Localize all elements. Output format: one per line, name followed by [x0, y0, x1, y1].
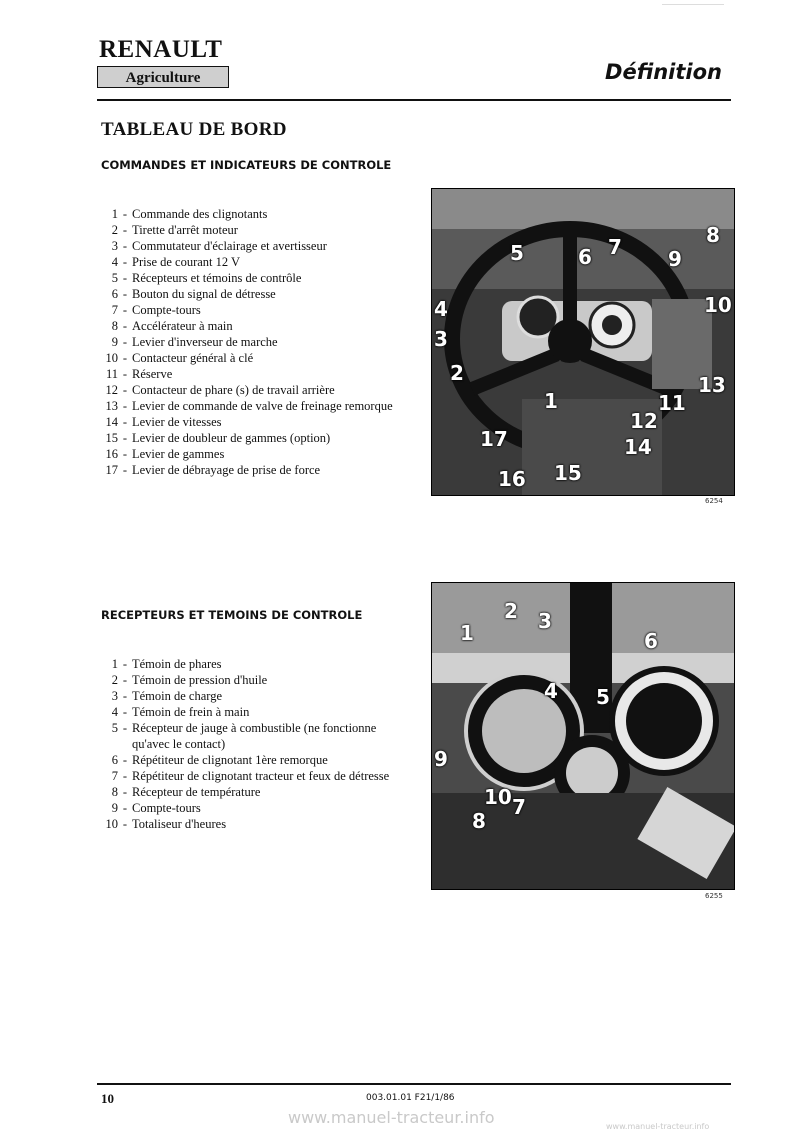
- legend-item: [101, 302, 401, 318]
- legend-number: 10: [105, 351, 118, 365]
- legend-number: 1: [111, 207, 118, 221]
- callout-number: 10: [484, 785, 512, 809]
- legend-dash: -: [122, 657, 128, 671]
- legend-dash: -: [122, 801, 128, 815]
- legend-number: 16: [105, 447, 118, 461]
- legend-text: Réserve: [132, 367, 173, 381]
- legend-text: Compte-tours: [132, 303, 201, 317]
- callout-number: 5: [510, 241, 524, 265]
- legend-dash: -: [122, 399, 128, 413]
- figure-ref-6254: 6254: [705, 497, 723, 505]
- brand-name: RENAULT: [99, 36, 223, 63]
- top-edge-mark: [662, 4, 724, 5]
- legend-item: [101, 768, 401, 784]
- legend-dash: -: [122, 415, 128, 429]
- dashboard-controls-photo: [431, 188, 735, 496]
- legend-item: [101, 430, 401, 446]
- callout-number: 8: [706, 223, 720, 247]
- legend-dash: -: [122, 769, 128, 783]
- legend-dash: -: [122, 319, 128, 333]
- legend-text: Répétiteur de clignotant tracteur et feux de détresse: [132, 769, 390, 783]
- callout-number: 9: [668, 247, 682, 271]
- legend-item: [101, 334, 401, 350]
- legend-number: 14: [105, 415, 118, 429]
- legend-text: Levier de vitesses: [132, 415, 222, 429]
- header-rule: [97, 99, 731, 101]
- legend-text: Témoin de phares: [132, 657, 222, 671]
- callout-number: 5: [596, 685, 610, 709]
- legend-number: 13: [105, 399, 118, 413]
- legend-number: 4: [111, 255, 118, 269]
- legend-item: [101, 656, 401, 672]
- document-reference: 003.01.01 F21/1/86: [366, 1093, 455, 1103]
- legend-dash: -: [122, 335, 128, 349]
- legend-text: Témoin de frein à main: [132, 705, 250, 719]
- page-number: 10: [101, 1091, 114, 1106]
- legend-text: Totaliseur d'heures: [132, 817, 227, 831]
- legend-number: 15: [105, 431, 118, 445]
- watermark-small: www.manuel-tracteur.info: [606, 1122, 710, 1131]
- legend-number: 9: [111, 801, 118, 815]
- legend-item: [101, 816, 401, 832]
- legend-text: Commande des clignotants: [132, 207, 268, 221]
- legend-dash: -: [122, 207, 128, 221]
- legend-text: Récepteurs et témoins de contrôle: [132, 271, 302, 285]
- legend-number: 17: [105, 463, 118, 477]
- instrument-cluster-illustration: [432, 583, 734, 889]
- legend-item: [101, 382, 401, 398]
- legend-item: [101, 238, 401, 254]
- section1-legend-list: [101, 206, 401, 478]
- legend-number: 9: [111, 335, 118, 349]
- legend-item: [101, 672, 401, 688]
- section2-legend-list: [101, 656, 401, 832]
- legend-text: Contacteur général à clé: [132, 351, 254, 365]
- callout-number: 6: [644, 629, 658, 653]
- callout-number: 11: [658, 391, 686, 415]
- legend-dash: -: [122, 383, 128, 397]
- legend-number: 5: [111, 271, 118, 285]
- legend-item: [101, 366, 401, 382]
- legend-number: 6: [111, 753, 118, 767]
- legend-dash: -: [122, 367, 128, 381]
- callout-number: 4: [434, 297, 448, 321]
- legend-text: Récepteur de température: [132, 785, 261, 799]
- legend-text: Témoin de pression d'huile: [132, 673, 268, 687]
- legend-item: [101, 286, 401, 302]
- legend-item: [101, 270, 401, 286]
- legend-dash: -: [122, 817, 128, 831]
- legend-text: Levier de débrayage de prise de force: [132, 463, 321, 477]
- legend-number: 5: [111, 721, 118, 735]
- page-title: TABLEAU DE BORD: [101, 119, 287, 140]
- legend-text: Témoin de charge: [132, 689, 223, 703]
- legend-item: [101, 688, 401, 704]
- legend-text: Levier de gammes: [132, 447, 225, 461]
- legend-number: 4: [111, 705, 118, 719]
- instrument-cluster-photo: [431, 582, 735, 890]
- legend-text: Contacteur de phare (s) de travail arrière: [132, 383, 335, 397]
- legend-dash: -: [122, 431, 128, 445]
- legend-text: Prise de courant 12 V: [132, 255, 241, 269]
- legend-item: [101, 398, 401, 414]
- legend-dash: -: [122, 271, 128, 285]
- section1-heading: COMMANDES ET INDICATEURS DE CONTROLE: [101, 158, 392, 172]
- legend-item: [101, 784, 401, 800]
- legend-number: 7: [111, 303, 118, 317]
- callout-number: 10: [704, 293, 732, 317]
- section2-heading: RECEPTEURS ET TEMOINS DE CONTROLE: [101, 608, 363, 622]
- legend-dash: -: [122, 721, 128, 735]
- callout-number: 17: [480, 427, 508, 451]
- legend-dash: -: [122, 287, 128, 301]
- legend-item: [101, 206, 401, 222]
- legend-dash: -: [122, 303, 128, 317]
- callout-number: 9: [434, 747, 448, 771]
- brand-subtitle-box: Agriculture: [97, 66, 229, 88]
- legend-dash: -: [122, 239, 128, 253]
- callout-number: 1: [460, 621, 474, 645]
- document-type: Définition: [605, 60, 722, 84]
- legend-item: [101, 752, 401, 768]
- legend-number: 2: [111, 673, 118, 687]
- legend-number: 6: [111, 287, 118, 301]
- legend-dash: -: [122, 255, 128, 269]
- callout-number: 6: [578, 245, 592, 269]
- legend-dash: -: [122, 689, 128, 703]
- legend-text: Accélérateur à main: [132, 319, 233, 333]
- legend-number: 11: [105, 367, 118, 381]
- callout-number: 2: [450, 361, 464, 385]
- legend-number: 7: [111, 769, 118, 783]
- legend-item: [101, 254, 401, 270]
- legend-text: Levier de doubleur de gammes (option): [132, 431, 331, 445]
- legend-text: Bouton du signal de détresse: [132, 287, 276, 301]
- legend-text: Répétiteur de clignotant 1ère remorque: [132, 753, 328, 767]
- callout-number: 8: [472, 809, 486, 833]
- callout-number: 7: [512, 795, 526, 819]
- callout-number: 16: [498, 467, 526, 491]
- callout-number: 15: [554, 461, 582, 485]
- callout-number: 12: [630, 409, 658, 433]
- watermark: www.manuel-tracteur.info: [288, 1108, 495, 1127]
- legend-item: [101, 704, 401, 720]
- legend-number: 10: [105, 817, 118, 831]
- legend-item: [101, 446, 401, 462]
- legend-number: 8: [111, 785, 118, 799]
- legend-item: [101, 414, 401, 430]
- legend-item: [101, 720, 401, 752]
- legend-item: [101, 800, 401, 816]
- legend-dash: -: [122, 705, 128, 719]
- legend-text: Commutateur d'éclairage et avertisseur: [132, 239, 327, 253]
- dashboard-controls-illustration: [432, 189, 734, 495]
- legend-number: 8: [111, 319, 118, 333]
- legend-number: 2: [111, 223, 118, 237]
- callout-number: 7: [608, 235, 622, 259]
- callout-number: 3: [434, 327, 448, 351]
- legend-dash: -: [122, 673, 128, 687]
- legend-text: Récepteur de jauge à combustible (ne fonctionne qu'avec le contact): [132, 721, 377, 751]
- legend-number: 1: [111, 657, 118, 671]
- footer-rule: [97, 1083, 731, 1085]
- figure-ref-6255: 6255: [705, 892, 723, 900]
- legend-number: 3: [111, 689, 118, 703]
- callout-number: 3: [538, 609, 552, 633]
- legend-dash: -: [122, 785, 128, 799]
- legend-text: Levier d'inverseur de marche: [132, 335, 278, 349]
- callout-number: 2: [504, 599, 518, 623]
- legend-dash: -: [122, 351, 128, 365]
- callout-number: 13: [698, 373, 726, 397]
- callout-number: 1: [544, 389, 558, 413]
- legend-text: Tirette d'arrêt moteur: [132, 223, 238, 237]
- legend-dash: -: [122, 223, 128, 237]
- callout-number: 4: [544, 679, 558, 703]
- legend-item: [101, 318, 401, 334]
- legend-number: 12: [105, 383, 118, 397]
- legend-item: [101, 350, 401, 366]
- legend-item: [101, 222, 401, 238]
- callout-number: 14: [624, 435, 652, 459]
- legend-item: [101, 462, 401, 478]
- legend-dash: -: [122, 447, 128, 461]
- legend-text: Levier de commande de valve de freinage remorque: [132, 399, 393, 413]
- legend-number: 3: [111, 239, 118, 253]
- legend-dash: -: [122, 463, 128, 477]
- legend-dash: -: [122, 753, 128, 767]
- legend-text: Compte-tours: [132, 801, 201, 815]
